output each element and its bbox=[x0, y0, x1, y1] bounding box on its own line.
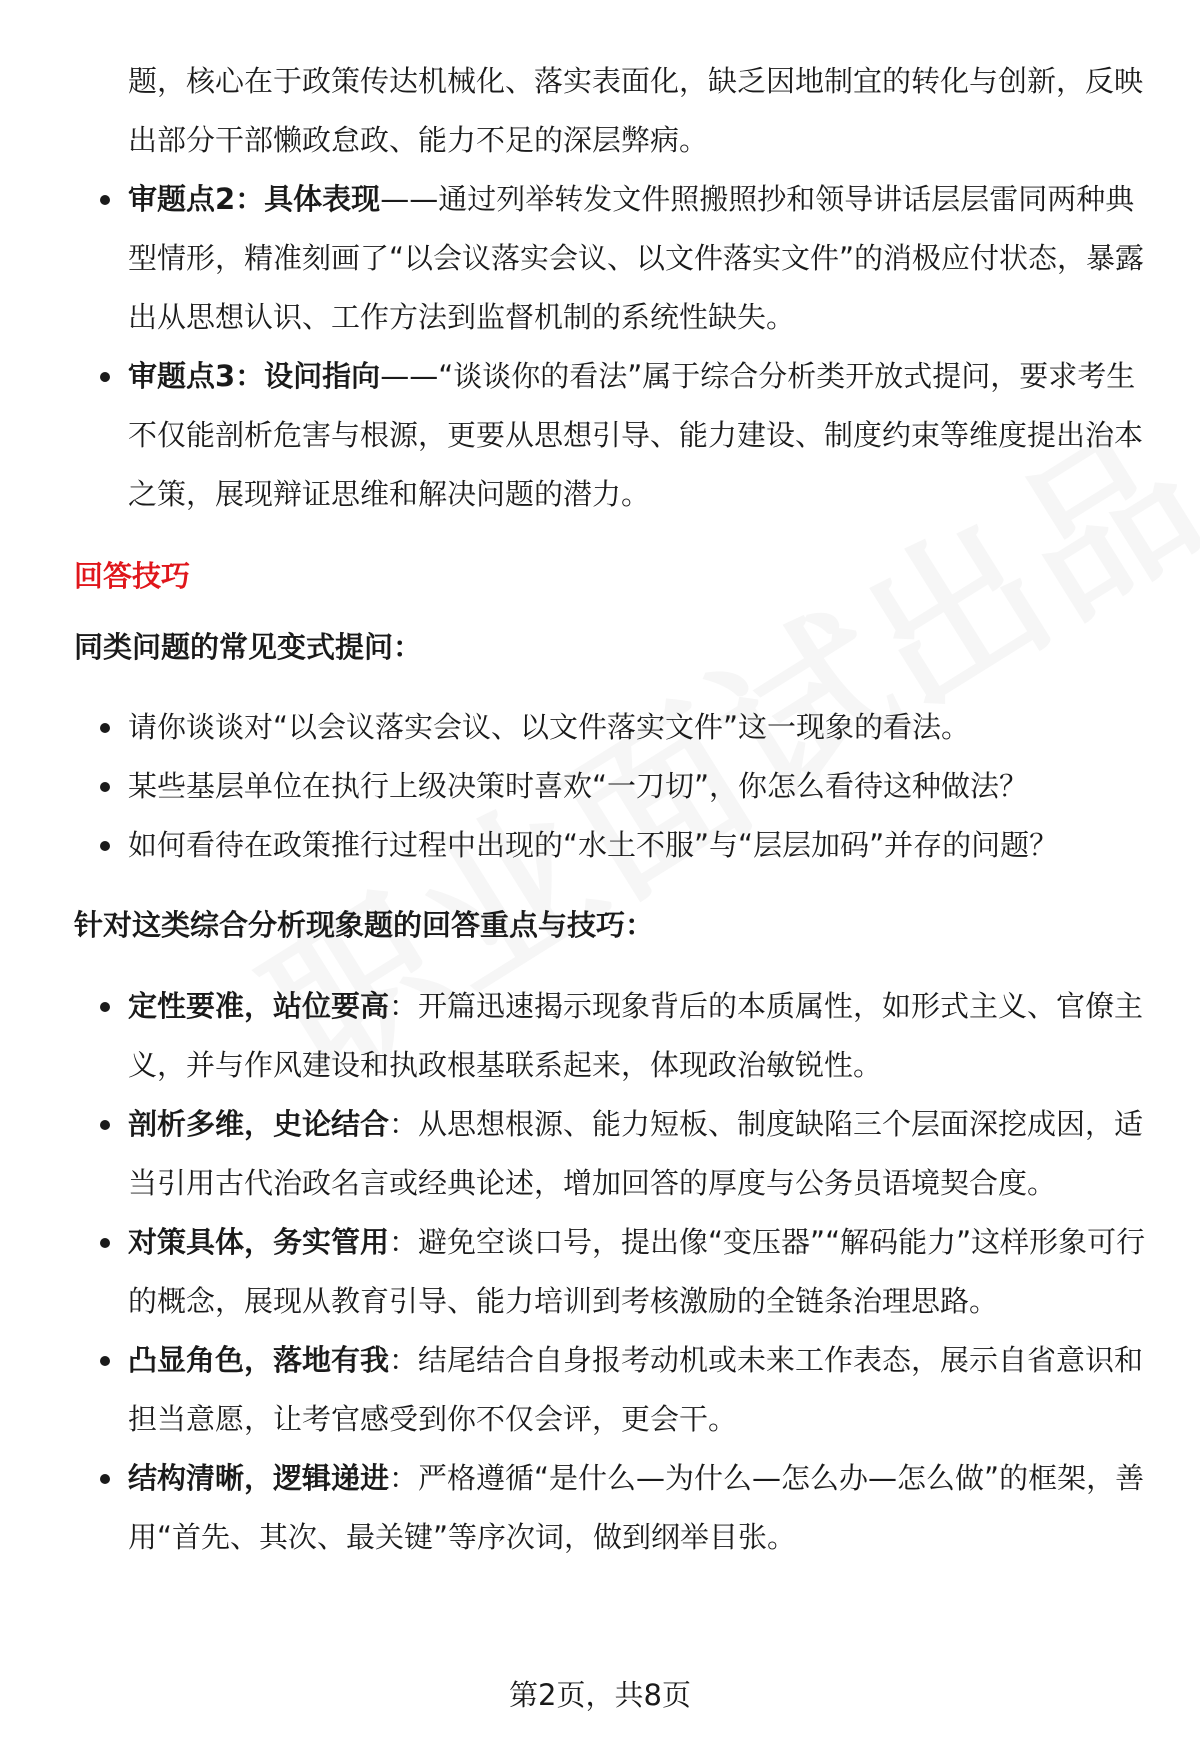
page-content bbox=[74, 52, 1149, 1567]
review-points-list bbox=[74, 170, 1149, 524]
bullet-icon bbox=[100, 723, 110, 733]
bullet-icon bbox=[100, 841, 110, 851]
tip-text: ：避免空谈口号，提出像“变压器”“解码能力”这样形象可行的概念，展现从教育引导、能力培训到考核激励的全链条治理思路。 bbox=[128, 1225, 1146, 1318]
review-point-text: ——通过列举转发文件照搬照抄和领导讲话层层雷同两种典型情形，精准刻画了“以会议落实会议、以文件落实文件”的消极应付状态，暴露出从思想认识、工作方法到监督机制的系统性缺失。 bbox=[128, 182, 1145, 334]
review-point-label: 审题点2：具体表现 bbox=[128, 182, 381, 216]
bullet-icon bbox=[100, 195, 110, 205]
tip-label: 剖析多维，史论结合 bbox=[128, 1107, 390, 1141]
bullet-icon bbox=[100, 1474, 110, 1484]
list-item bbox=[74, 698, 1149, 757]
list-item bbox=[74, 1213, 1149, 1331]
bullet-icon bbox=[100, 1120, 110, 1130]
bullet-icon bbox=[100, 782, 110, 792]
variants-heading: 同类问题的常见变式提问： bbox=[74, 630, 423, 664]
list-item bbox=[74, 1095, 1149, 1213]
list-item bbox=[74, 816, 1149, 875]
tip-text: ：开篇迅速揭示现象背后的本质属性，如形式主义、官僚主义，并与作风建设和执政根基联系起来，体现政治敏锐性。 bbox=[128, 989, 1144, 1082]
review-point-text: ——“谈谈你的看法”属于综合分析类开放式提问，要求考生不仅能剖析危害与根源，更要从思想引导、能力建设、制度约束等维度提出治本之策，展现辩证思维和解决问题的潜力。 bbox=[128, 359, 1144, 511]
bullet-icon bbox=[100, 1002, 110, 1012]
list-item bbox=[74, 170, 1149, 347]
intro-continuation: 题，核心在于政策传达机械化、落实表面化，缺乏因地制宜的转化与创新，反映出部分干部懒政怠政、能力不足的深层弊病。 bbox=[128, 64, 1144, 157]
tips-heading: 针对这类综合分析现象题的回答重点与技巧： bbox=[74, 908, 655, 942]
review-point-label: 审题点3：设问指向 bbox=[128, 359, 381, 393]
tip-label: 结构清晰，逻辑递进 bbox=[128, 1461, 390, 1495]
page-number: 第2页，共8页 bbox=[509, 1678, 691, 1712]
tip-text: ：结尾结合自身报考动机或未来工作表态，展示自省意识和担当意愿，让考官感受到你不仅会评，更会干。 bbox=[128, 1343, 1144, 1436]
bullet-icon bbox=[100, 1238, 110, 1248]
tips-list bbox=[74, 977, 1149, 1567]
answer-tips-heading: 回答技巧 bbox=[74, 559, 191, 593]
list-item bbox=[74, 757, 1149, 816]
list-item bbox=[74, 1449, 1149, 1567]
bullet-icon bbox=[100, 372, 110, 382]
list-item bbox=[74, 1331, 1149, 1449]
tip-text: ：从思想根源、能力短板、制度缺陷三个层面深挖成因，适当引用古代治政名言或经典论述，增加回答的厚度与公务员语境契合度。 bbox=[128, 1107, 1144, 1200]
tip-label: 对策具体，务实管用 bbox=[128, 1225, 390, 1259]
tip-text: ：严格遵循“是什么—为什么—怎么办—怎么做”的框架，善用“首先、其次、最关键”等序次词，做到纲举目张。 bbox=[128, 1461, 1145, 1554]
variant-text: 如何看待在政策推行过程中出现的“水土不服”与“层层加码”并存的问题？ bbox=[128, 828, 1059, 862]
list-item bbox=[74, 977, 1149, 1095]
tip-label: 定性要准，站位要高 bbox=[128, 989, 390, 1023]
tip-label: 凸显角色，落地有我 bbox=[128, 1343, 390, 1377]
variant-text: 请你谈谈对“以会议落实会议、以文件落实文件”这一现象的看法。 bbox=[128, 710, 971, 744]
variants-list bbox=[74, 698, 1149, 875]
variant-text: 某些基层单位在执行上级决策时喜欢“一刀切”，你怎么看待这种做法？ bbox=[128, 769, 1029, 803]
list-item bbox=[74, 347, 1149, 524]
bullet-icon bbox=[100, 1356, 110, 1366]
